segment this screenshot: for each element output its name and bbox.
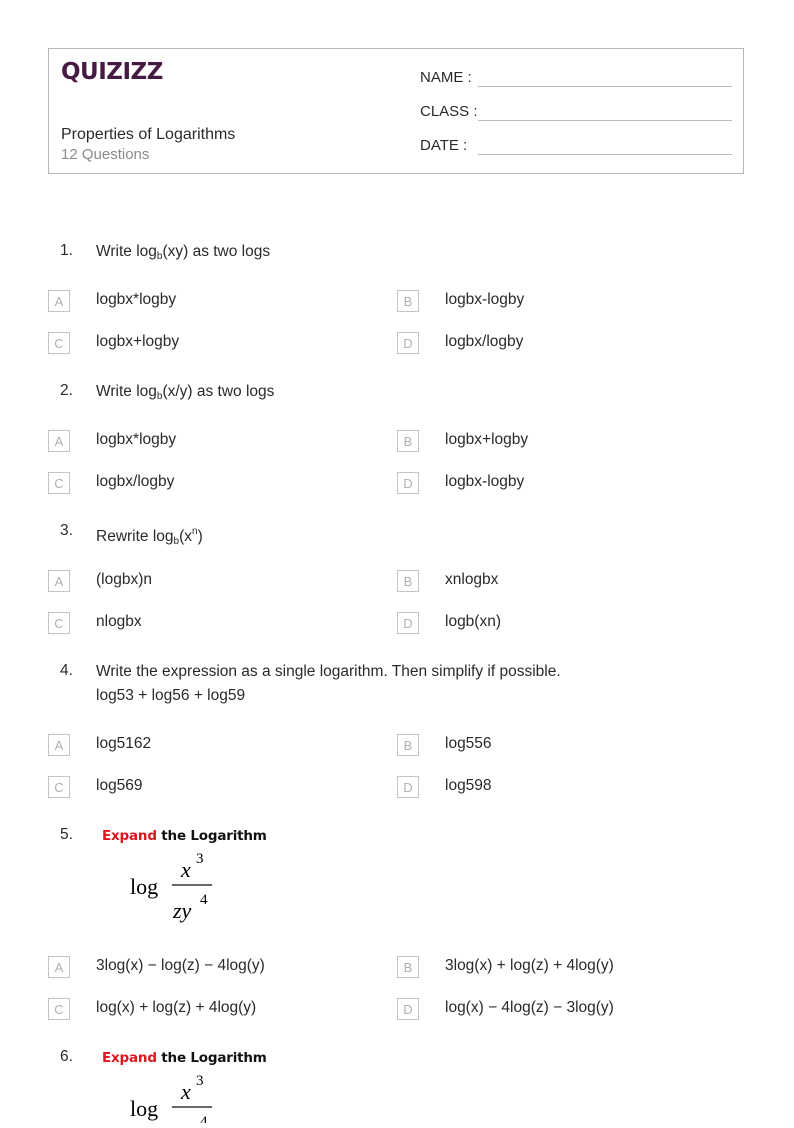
denominator-exponent: 4 xyxy=(200,1114,208,1123)
numerator-exponent: 3 xyxy=(196,1073,204,1089)
option-text[interactable]: logbx+logby xyxy=(96,333,180,350)
option-text[interactable]: logbx*logby xyxy=(96,291,177,308)
option-letter[interactable]: C xyxy=(48,998,70,1020)
name-label: NAME : xyxy=(420,69,472,86)
option-text[interactable]: logbx-logby xyxy=(445,473,525,490)
option-text[interactable]: logbx-logby xyxy=(445,291,525,308)
option-text[interactable]: log569 xyxy=(96,777,143,794)
option-text[interactable]: logbx*logby xyxy=(96,431,177,448)
option-letter[interactable]: A xyxy=(48,570,70,592)
option-letter[interactable]: C xyxy=(48,612,70,634)
option-letter[interactable]: A xyxy=(48,956,70,978)
date-label: DATE : xyxy=(420,137,468,154)
option-text[interactable]: logbx/logby xyxy=(96,473,175,490)
option-letter[interactable]: C xyxy=(48,332,70,354)
question-number: 6. xyxy=(60,1048,73,1065)
question-number: 5. xyxy=(60,826,73,843)
option-letter[interactable]: B xyxy=(397,956,419,978)
question-text: Write $\log_b(xy)$ as two logs xyxy=(96,243,271,262)
option-text[interactable]: logbx+logby xyxy=(445,431,529,448)
numerator-exponent: 3 xyxy=(196,851,204,867)
class-field[interactable] xyxy=(420,103,478,120)
option-letter[interactable]: A xyxy=(48,734,70,756)
option-text[interactable]: nlogbx xyxy=(96,613,142,630)
log-symbol: log xyxy=(130,874,159,899)
numerator-base: x xyxy=(181,1079,191,1104)
log-expression xyxy=(128,848,238,935)
question-text: Write $\log_b(x/y)$ as two logs xyxy=(96,383,275,402)
question-instruction: Expand the Logarithm xyxy=(102,1050,267,1066)
question-line-1: Write the expression as a single logarithm. Then simplify if possible. xyxy=(96,663,561,680)
question-number: 1. xyxy=(60,242,73,259)
option-letter[interactable]: D xyxy=(397,472,419,494)
option-letter[interactable]: D xyxy=(397,776,419,798)
question-text: Rewrite $\log_b(x^n)$ xyxy=(96,526,203,547)
worksheet-header xyxy=(48,48,744,174)
option-text[interactable]: log556 xyxy=(445,735,492,752)
option-letter[interactable]: B xyxy=(397,290,419,312)
option-letter[interactable]: D xyxy=(397,612,419,634)
question-number: 3. xyxy=(60,522,73,539)
log-expression xyxy=(128,1070,238,1128)
option-letter[interactable]: C xyxy=(48,776,70,798)
question-count: 12 Questions xyxy=(61,146,150,163)
question-text xyxy=(96,660,561,708)
option-letter[interactable]: D xyxy=(397,998,419,1020)
option-text[interactable]: log(x) − 4log(z) − 3log(y) xyxy=(445,999,614,1016)
option-letter[interactable]: B xyxy=(397,430,419,452)
option-letter[interactable]: B xyxy=(397,734,419,756)
class-line xyxy=(478,120,732,121)
option-text[interactable]: logb(xn) xyxy=(445,613,501,630)
class-label: CLASS : xyxy=(420,103,478,120)
option-text[interactable]: (logbx)n xyxy=(96,571,152,588)
denominator-base: zy xyxy=(173,898,192,923)
numerator-base: x xyxy=(181,857,191,882)
date-line xyxy=(478,154,732,155)
name-field[interactable] xyxy=(420,69,472,86)
option-letter[interactable]: A xyxy=(48,290,70,312)
option-text[interactable]: log5162 xyxy=(96,735,152,752)
option-text[interactable]: logbx/logby xyxy=(445,333,524,350)
option-text[interactable]: 3log(x) − log(z) − 4log(y) xyxy=(96,957,265,974)
date-field[interactable] xyxy=(420,137,467,154)
denominator-exponent: 4 xyxy=(200,892,208,908)
log-symbol: log xyxy=(130,1096,159,1121)
option-text[interactable]: log598 xyxy=(445,777,492,794)
quizizz-logo: QUIZIZZ xyxy=(61,59,163,85)
option-text[interactable]: xnlogbx xyxy=(445,571,499,588)
question-number: 2. xyxy=(60,382,73,399)
option-letter[interactable]: B xyxy=(397,570,419,592)
option-text[interactable]: log(x) + log(z) + 4log(y) xyxy=(96,999,257,1016)
worksheet-title: Properties of Logarithms xyxy=(61,126,236,143)
question-instruction: Expand the Logarithm xyxy=(102,828,267,844)
option-letter[interactable]: A xyxy=(48,430,70,452)
option-letter[interactable]: D xyxy=(397,332,419,354)
question-line-2: log53 + log56 + log59 xyxy=(96,687,246,704)
option-text[interactable]: 3log(x) + log(z) + 4log(y) xyxy=(445,957,614,974)
question-number: 4. xyxy=(60,662,73,679)
option-letter[interactable]: C xyxy=(48,472,70,494)
name-line xyxy=(478,86,732,87)
